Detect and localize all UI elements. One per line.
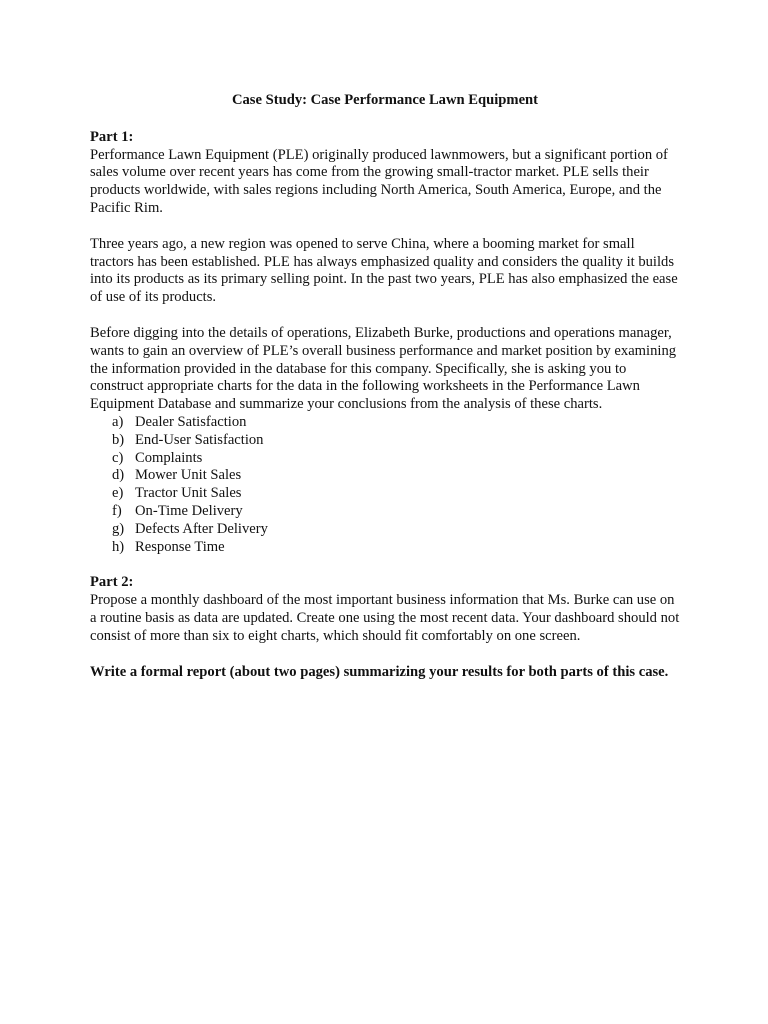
part1-paragraph-2: Three years ago, a new region was opened to serve China, where a booming market for small tractors has been established. PLE has always emphasized quality and considers the quality it builds into its products as its primary selling point. In the past two years, PLE has also emphasized the ease of use of its products.	[90, 235, 678, 306]
part2-paragraph-1: Propose a monthly dashboard of the most important business information that Ms. Burke can use on a routine basis as data are updated. Create one using the most recent data. Your dashboard should not consist of more than six to eight charts, which should fit comfortably on one screen.	[90, 592, 680, 644]
part2-heading: Part 2:	[90, 574, 134, 591]
part1-paragraph-3: Before digging into the details of operations, Elizabeth Burke, productions and operations manager, wants to gain an overview of PLE’s overall business performance and market position by examining the information provided in the database for this company. Specifically, she is asking you to construct appropriate charts for the data in the following worksheets in the Performance Lawn Equipment Database and summarize your conclusions from the analysis of these charts.	[90, 324, 677, 413]
list-item	[90, 485, 680, 503]
list-item-text: Mower Unit Sales	[135, 467, 242, 484]
list-item-text: On-Time Delivery	[135, 502, 243, 519]
list-marker: b)	[112, 431, 125, 448]
list-item	[90, 414, 680, 432]
list-item-text: Defects After Delivery	[135, 520, 268, 537]
list-marker: f)	[112, 502, 122, 519]
list-item-text: End-User Satisfaction	[135, 431, 264, 448]
list-item	[90, 539, 680, 557]
list-marker: g)	[112, 520, 125, 537]
part1-paragraph-1: Performance Lawn Equipment (PLE) originally produced lawnmowers, but a significant portion of sales volume over recent years has come from the growing small-tractor market. PLE sells their products worldwide, with sales regions including North America, South America, Europe, and the Pacific Rim.	[90, 146, 668, 216]
list-marker: c)	[112, 449, 124, 466]
list-marker: e)	[112, 485, 124, 502]
document-title: Case Study: Case Performance Lawn Equipment	[231, 92, 539, 108]
list-marker: d)	[112, 467, 125, 484]
list-marker: a)	[112, 413, 124, 430]
list-item	[90, 450, 680, 468]
worksheet-list	[90, 414, 680, 556]
list-marker: h)	[112, 538, 125, 555]
list-item	[90, 467, 680, 485]
list-item	[90, 503, 680, 521]
closing-instruction: Write a formal report (about two pages) summarizing your results for both parts of this case.	[90, 663, 669, 680]
list-item-text: Dealer Satisfaction	[135, 413, 247, 430]
list-item	[90, 432, 680, 450]
list-item-text: Complaints	[135, 449, 203, 466]
list-item	[90, 521, 680, 539]
part1-heading: Part 1:	[90, 128, 134, 145]
document-page	[90, 92, 680, 681]
list-item-text: Tractor Unit Sales	[135, 485, 242, 502]
list-item-text: Response Time	[135, 538, 225, 555]
